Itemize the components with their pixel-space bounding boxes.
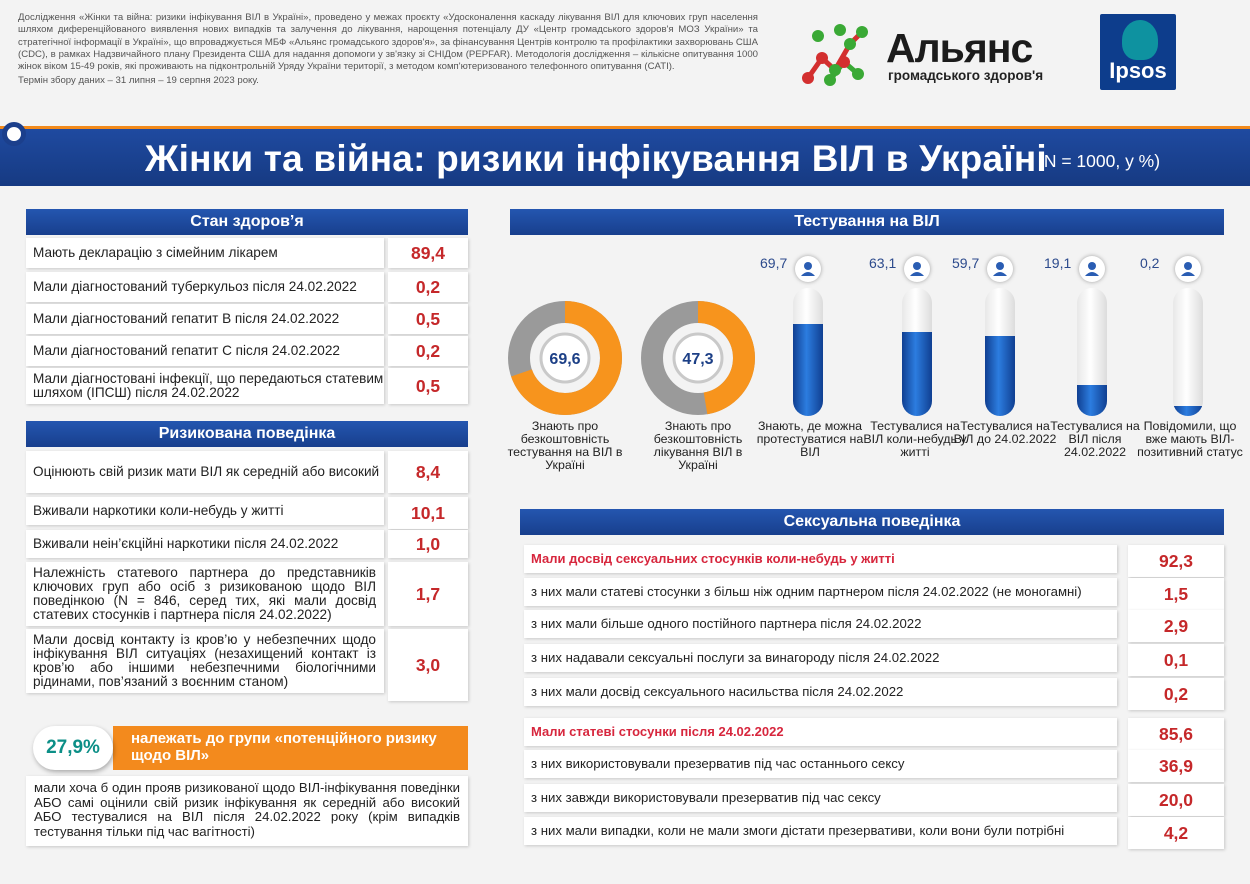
sexual-row-value: 92,3 [1128, 545, 1224, 577]
alliance-name: Альянс [886, 25, 1033, 71]
methodology-note [18, 12, 758, 88]
methodology-text: Дослідження «Жінки та війна: ризики інфікування ВІЛ в Україні», проведено у межах проєкту «Удосконалення каскаду лікування ВІЛ для ключових груп населення шляхом диференційованого виявлення нових випадків та залучення до лікування, нарощення потенціалу ДУ «Центр громадського здоров'я МОЗ України» та стратегічної інформації в Україні», що впроваджується МБФ «Альянс громадського здоров'я», за фінансування Центрів контролю та профілактики захворювань США (CDC), в рамках Надзвичайного плану Президента США для надання допомоги у зв'язку зі СНІДом (PEPFAR). Методологія дослідження – кількісне опитування 1000 жінок віком 15-49 років, які проживають на підконтрольній Уряду України території, з методом комп'ютеризованого телефонного опитування (CATI). [18, 12, 758, 73]
sexual-row-label: з них мали досвід сексуального насильства після 24.02.2022 [524, 678, 1117, 706]
donut-value-label: 47,3 [682, 351, 714, 368]
health-row-label: Мали діагностований гепатит В після 24.02.2022 [26, 304, 384, 334]
person-icon [1175, 256, 1201, 282]
health-row-value: 0,5 [388, 368, 468, 404]
sexual-row-label: з них мали випадки, коли не мали змоги дістати презервативи, коли вони були потрібні [524, 817, 1117, 845]
sexual-row-label: з них мали більше одного постійного партнера після 24.02.2022 [524, 610, 1117, 638]
tube-caption: Повідомили, що вже мають ВІЛ-позитивний статус [1137, 419, 1243, 459]
risk-row-label: Оцінюють свій ризик мати ВІЛ як середній або високий [26, 451, 384, 493]
health-row-label: Мають декларацію з сімейним лікарем [26, 238, 384, 268]
alliance-logo-icon [800, 18, 875, 93]
health-row-label: Мали діагностований туберкульоз після 24.02.2022 [26, 272, 384, 302]
tube-bar [902, 288, 932, 416]
health-row-value: 89,4 [388, 238, 468, 268]
risk-row-value: 8,4 [388, 451, 468, 493]
risk-row-value: 1,7 [388, 562, 468, 626]
tube-caption: Тестувалися на ВІЛ до 24.02.2022 [953, 419, 1057, 446]
page-title: Жінки та війна: ризики інфікування ВІЛ в Україні [145, 138, 1047, 179]
health-row-value: 0,5 [388, 304, 468, 334]
health-row-value: 0,2 [388, 272, 468, 302]
donut-chart [638, 298, 758, 418]
tube-value-label: 69,7 [760, 255, 788, 271]
tube-caption: Тестувалися на ВІЛ коли-небудь у житті [863, 419, 967, 459]
risk-row-value: 10,1 [388, 497, 468, 529]
risk-row-label: Мали досвід контакту із кров’ю у небезпечних щодо інфікування ВІЛ ситуаціях (незахищений контакт із кров’ю або іншими небезпечними біологічними рідинами, пов’язаний з воєнним станом) [26, 629, 384, 693]
ipsos-logo [1100, 14, 1176, 90]
tube-fill [1173, 406, 1203, 416]
tube-fill [1077, 385, 1107, 416]
tube-value-label: 19,1 [1044, 255, 1072, 271]
sexual-row-value: 0,1 [1128, 644, 1224, 676]
sexual-row-label: з них надавали сексуальні послуги за винагороду після 24.02.2022 [524, 644, 1117, 672]
tube-caption: Тестувалися на ВІЛ після 24.02.2022 [1050, 419, 1140, 459]
donut-chart [505, 298, 625, 418]
alliance-subtitle: громадського здоров'я [888, 68, 1044, 83]
risk-row-value: 3,0 [388, 629, 468, 701]
logos [790, 8, 1250, 108]
sexual-row-label: з них завжди використовували презерватив під час сексу [524, 784, 1117, 812]
sexual-row-value: 1,5 [1128, 578, 1224, 610]
person-icon [795, 256, 821, 282]
health-section-title: Стан здоров’я [26, 209, 468, 235]
sexual-row-value: 20,0 [1128, 784, 1224, 816]
health-row-value: 0,2 [388, 336, 468, 366]
person-icon [987, 256, 1013, 282]
health-row-label: Мали діагностований гепатит С після 24.02.2022 [26, 336, 384, 366]
sexual-row-label: з них мали статеві стосунки з більш ніж одним партнером після 24.02.2022 (не моногамні) [524, 578, 1117, 606]
person-icon [904, 256, 930, 282]
sexual-row-value: 36,9 [1128, 750, 1224, 782]
risk-section-title: Ризикована поведінка [26, 421, 468, 447]
health-row-label: Мали діагностовані інфекції, що передаються статевим шляхом (ІПСШ) після 24.02.2022 [26, 368, 384, 404]
banner-bullet-icon [2, 122, 26, 146]
risk-group-callout: належать до групи «потенційного ризику щодо ВІЛ» [113, 726, 468, 770]
tube-fill [985, 336, 1015, 416]
person-icon [1079, 256, 1105, 282]
sexual-row-value: 0,2 [1128, 678, 1224, 710]
sample-size: (N = 1000, у %) [1038, 151, 1161, 171]
tube-fill [902, 332, 932, 416]
ipsos-logo-text: Ipsos [1109, 58, 1167, 83]
risk-group-percent: 27,9% [33, 726, 113, 770]
tube-fill [793, 324, 823, 416]
sexual-row-value: 85,6 [1128, 718, 1224, 750]
risk-row-label: Вживали наркотики коли-небудь у житті [26, 497, 384, 525]
donut-value-label: 69,6 [549, 351, 581, 368]
sexual-section-title: Сексуальна поведінка [520, 509, 1224, 535]
tube-caption: Знають, де можна протестуватися на ВІЛ [756, 419, 864, 459]
tube-bar [793, 288, 823, 416]
sexual-row-value: 4,2 [1128, 817, 1224, 849]
risk-row-label: Вживали неін’єкційні наркотики після 24.02.2022 [26, 530, 384, 558]
sexual-row-label: Мали статеві стосунки після 24.02.2022 [524, 718, 1117, 746]
tube-bar [1077, 288, 1107, 416]
testing-section-title: Тестування на ВІЛ [510, 209, 1224, 235]
sexual-row-label: з них використовували презерватив під час останнього сексу [524, 750, 1117, 778]
tube-bar [985, 288, 1015, 416]
tube-value-label: 63,1 [869, 255, 897, 271]
risk-row-value: 1,0 [388, 530, 468, 558]
tube-bar [1173, 288, 1203, 416]
donut-caption: Знають про безкоштовність лікування ВІЛ в Україні [653, 419, 743, 472]
sexual-row-value: 2,9 [1128, 610, 1224, 642]
risk-row-label: Належність статевого партнера до представників ключових груп або осіб з ризикованою щодо ВІЛ поведінкою (N = 846, серед тих, які мали досвід статевих стосунків і партнера після 24.02.2022) [26, 562, 384, 626]
tube-value-label: 59,7 [952, 255, 980, 271]
sexual-row-label: Мали досвід сексуальних стосунків коли-небудь у житті [524, 545, 1117, 573]
donut-caption: Знають про безкоштовність тестування на ВІЛ в Україні [507, 419, 623, 472]
ipsos-face-icon [1122, 20, 1158, 60]
data-collection-dates: Термін збору даних – 31 липня – 19 серпня 2023 року. [18, 75, 259, 87]
risk-group-definition: мали хоча б один прояв ризикованої щодо ВІЛ-інфікування поведінки АБО самі оцінили свій ризик інфікування як середній або високий АБО тестувалися на ВІЛ після 24.02.2022 року (крім випадків тестування тільки під час вагітності) [26, 776, 468, 846]
tube-value-label: 0,2 [1140, 255, 1160, 271]
